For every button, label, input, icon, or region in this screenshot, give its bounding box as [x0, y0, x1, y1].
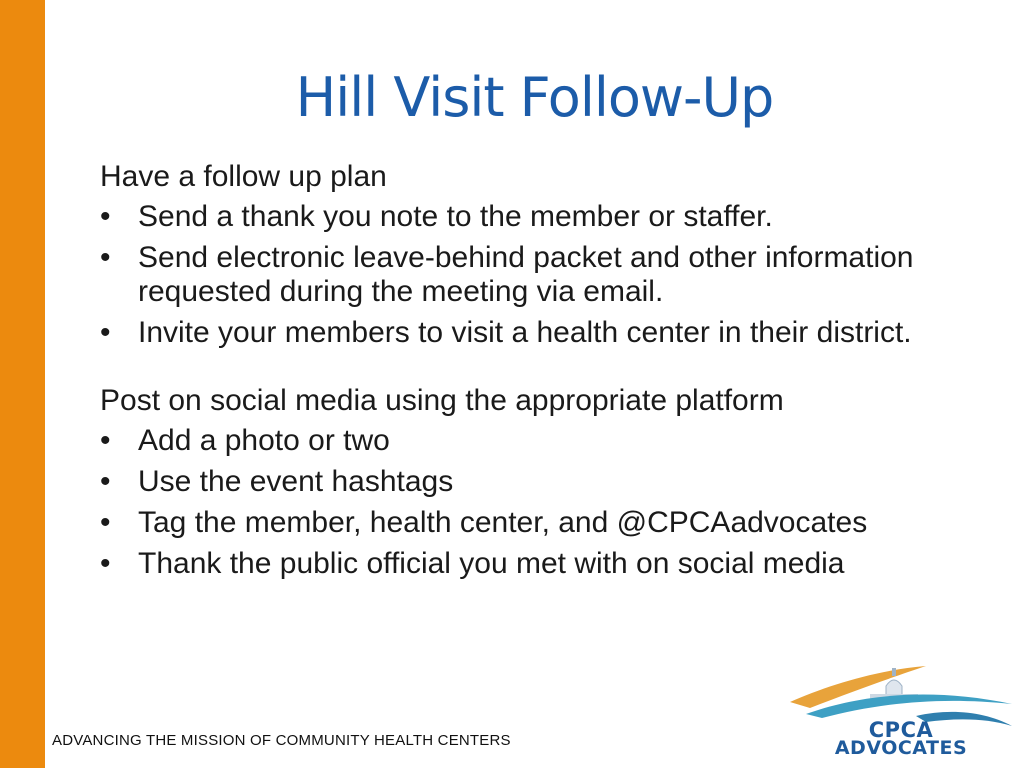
list-item	[100, 424, 1000, 458]
section-heading-social-media: Post on social media using the appropriate platform	[100, 384, 784, 417]
bullet-text: Use the event hashtags	[138, 465, 454, 498]
orange-side-bar	[0, 0, 45, 768]
bullet-text: Thank the public official you met with on social media	[138, 547, 845, 580]
list-item	[100, 547, 1000, 581]
logo-text-advocates: ADVOCATES	[834, 737, 968, 759]
bullet-text: Add a photo or two	[138, 424, 390, 457]
social-media-bullet-list	[100, 424, 1000, 581]
bullet-icon: •	[100, 465, 111, 498]
list-item	[100, 241, 1000, 309]
footer-tagline: ADVANCING THE MISSION OF COMMUNITY HEALTH CENTERS	[52, 732, 511, 749]
list-item	[100, 465, 1000, 499]
bullet-text: Send electronic leave-behind packet and other information requested during the meeting via email.	[138, 241, 914, 308]
list-item	[100, 200, 1000, 234]
section-spacer	[100, 357, 1000, 384]
bullet-icon: •	[100, 547, 111, 580]
bullet-text: Send a thank you note to the member or staffer.	[138, 200, 773, 233]
bullet-text: Invite your members to visit a health center in their district.	[138, 316, 912, 349]
capitol-dome-shape	[886, 680, 902, 696]
slide-content	[100, 160, 1000, 588]
bullet-icon: •	[100, 316, 111, 349]
bullet-text: Tag the member, health center, and @CPCAadvocates	[138, 506, 868, 539]
slide-title: Hill Visit Follow-Up	[295, 66, 774, 129]
section-heading-follow-up: Have a follow up plan	[100, 160, 387, 193]
bullet-icon: •	[100, 506, 111, 539]
list-item	[100, 506, 1000, 540]
bullet-icon: •	[100, 424, 111, 457]
capitol-spire-shape	[892, 668, 896, 676]
logo-text-cpca: CPCA	[868, 718, 934, 742]
teal-swoosh-upper-shape	[806, 695, 1012, 718]
bullet-icon: •	[100, 200, 111, 233]
list-item	[100, 316, 1000, 350]
cpca-advocates-logo	[786, 656, 1016, 762]
bullet-icon: •	[100, 241, 111, 274]
follow-up-bullet-list	[100, 200, 1000, 350]
